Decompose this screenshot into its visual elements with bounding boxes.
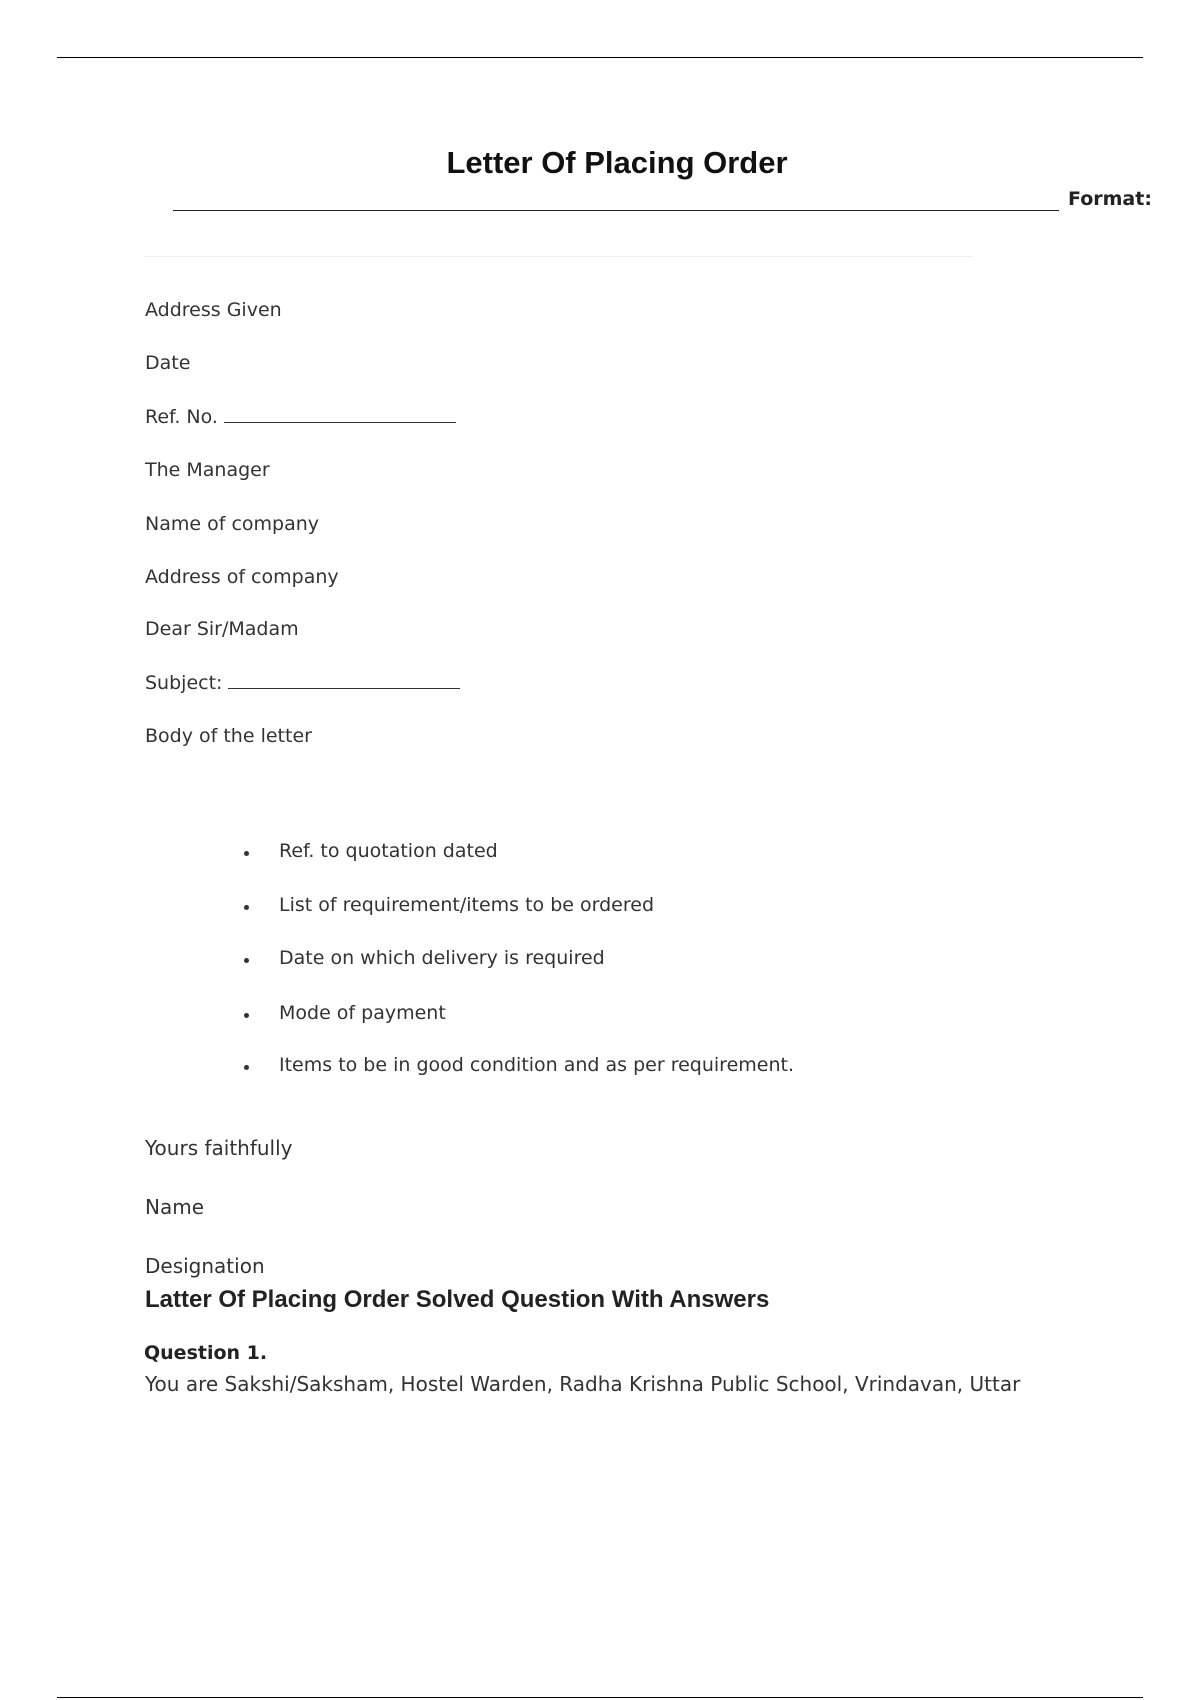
ref-no-label: Ref. No.: [145, 406, 218, 428]
list-item: Mode of payment: [279, 1002, 446, 1024]
bullet-dot-icon: [244, 1013, 249, 1018]
divider-line: [145, 256, 973, 257]
company-name-line: Name of company: [145, 513, 320, 535]
company-address-line: Address of company: [145, 566, 339, 588]
manager-line: The Manager: [145, 459, 270, 481]
bullet-dot-icon: [244, 851, 249, 856]
subject-label: Subject:: [145, 672, 223, 694]
list-item: Ref. to quotation dated: [279, 840, 498, 862]
list-item: Date on which delivery is required: [279, 947, 605, 969]
list-item: List of requirement/items to be ordered: [279, 894, 655, 916]
bottom-page-rule: [57, 1697, 1143, 1698]
signature-designation: Designation: [145, 1254, 265, 1278]
solved-section-heading: Latter Of Placing Order Solved Question With Answers: [145, 1286, 770, 1313]
ref-no-line: [145, 406, 456, 428]
signature-name: Name: [145, 1195, 205, 1219]
top-page-rule: [57, 57, 1143, 58]
salutation-line: Dear Sir/Madam: [145, 618, 299, 640]
list-item: Items to be in good condition and as per requirement.: [279, 1054, 794, 1076]
bullet-dot-icon: [244, 958, 249, 963]
question-label: Question 1.: [144, 1342, 268, 1364]
format-underline: [173, 210, 1059, 211]
format-label: Format:: [1068, 188, 1152, 210]
complimentary-close: Yours faithfully: [145, 1136, 293, 1160]
document-title: Letter Of Placing Order: [446, 145, 788, 180]
bullet-dot-icon: [244, 1065, 249, 1070]
subject-blank: [228, 688, 460, 689]
bullet-dot-icon: [244, 905, 249, 910]
question-text: You are Sakshi/Saksham, Hostel Warden, Radha Krishna Public School, Vrindavan, Uttar: [145, 1372, 1021, 1396]
address-line: Address Given: [145, 299, 282, 321]
body-line: Body of the letter: [145, 725, 312, 747]
subject-line: [145, 672, 460, 694]
date-line: Date: [145, 352, 191, 374]
ref-no-blank: [224, 422, 456, 423]
